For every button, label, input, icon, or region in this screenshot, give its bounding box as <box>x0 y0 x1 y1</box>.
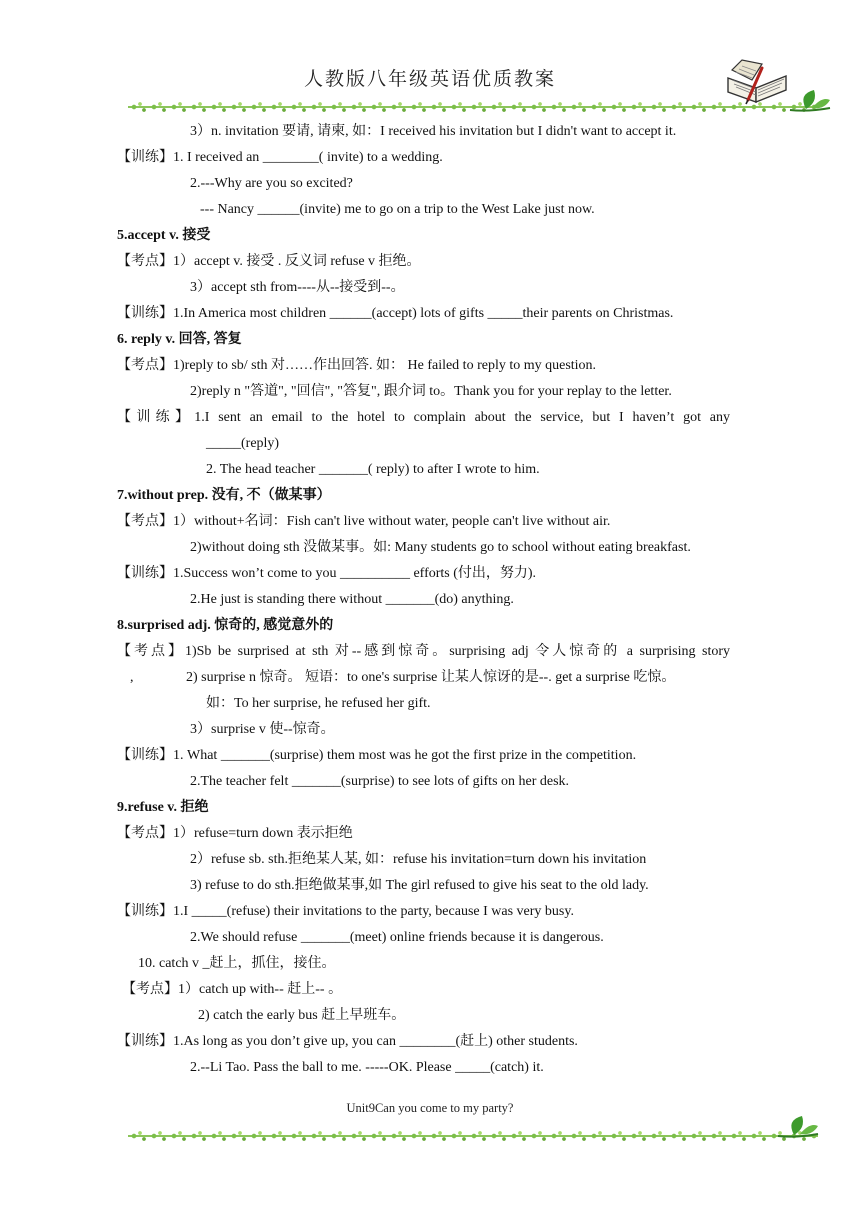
text-line: 2.He just is standing there without _______(do) anything. <box>190 592 514 607</box>
text-line: 【考点】1）accept v. 接受 . 反义词 refuse v 拒绝。 <box>117 254 421 269</box>
text-line: 【训练】1.As long as you don’t give up, you can ________(赶上) other students. <box>117 1034 578 1049</box>
text-line: 【训练】1.In America most children ______(accept) lots of gifts _____their parents on Christmas. <box>117 306 674 321</box>
text-line: 【考点】1)Sb be surprised at sth 对--感到惊奇。surprising adj 令人惊奇的 a surprising story <box>117 644 730 659</box>
text-line: --- Nancy ______(invite) me to go on a trip to the West Lake just now. <box>200 202 595 217</box>
section-heading: 7.without prep. 没有, 不（做某事） <box>117 488 331 503</box>
page-header-title: 人教版八年级英语优质教案 <box>303 68 556 90</box>
leaf-sprout-icon <box>776 1114 820 1140</box>
text-line: 【考点】1）catch up with-- 赶上-- 。 <box>122 982 343 997</box>
text-line: 2) catch the early bus 赶上早班车。 <box>198 1008 406 1023</box>
header-vine-divider <box>128 98 818 116</box>
page-footer: Unit9Can you come to my party? <box>346 1101 514 1115</box>
text-line: , <box>130 670 134 685</box>
footer-vine-divider <box>128 1127 818 1145</box>
text-line: 【训练】1. What _______(surprise) them most was he got the first prize in the competition. <box>117 748 637 763</box>
text-line: 【训练】1. I received an ________( invite) to a wedding. <box>117 150 443 165</box>
leaf-sprout-icon <box>788 88 832 114</box>
text-line: 【考点】1）without+名词：Fish can't live without water, people can't live without air. <box>117 514 611 529</box>
text-line: 2.--Li Tao. Pass the ball to me. -----OK. Please _____(catch) it. <box>190 1060 544 1075</box>
text-line: 如：To her surprise, he refused her gift. <box>206 696 431 711</box>
text-line: 3）n. invitation 要请, 请柬, 如：I received his invitation but I didn't want to accept it. <box>190 124 677 139</box>
text-line: 3) refuse to do sth.拒绝做某事,如 The girl refused to give his seat to the old lady. <box>190 878 649 893</box>
section-heading: 6. reply v. 回答, 答复 <box>117 332 242 347</box>
text-line: 2)without doing sth 没做某事。如: Many students go to school without eating breakfast. <box>190 540 691 555</box>
text-line: 10. catch v _赶上，抓住，接住。 <box>138 956 336 971</box>
text-line: 2.---Why are you so excited? <box>190 176 353 191</box>
text-line: 2) surprise n 惊奇。 短语：to one's surprise 让某人惊讶的是--. get a surprise 吃惊。 <box>186 670 676 685</box>
text-line: 【考点】1)reply to sb/ sth 对……作出回答. 如： He failed to reply to my question. <box>117 358 597 373</box>
section-heading: 9.refuse v. 拒绝 <box>117 800 209 815</box>
text-line: _____(reply) <box>206 436 280 451</box>
text-line: 2. The head teacher _______( reply) to after I wrote to him. <box>206 462 540 477</box>
text-line: 【训练】1.I _____(refuse) their invitations to the party, because I was very busy. <box>117 904 574 919</box>
text-line: 3）accept sth from----从--接受到--。 <box>190 280 405 295</box>
text-line: 【考点】1）refuse=turn down 表示拒绝 <box>117 826 353 841</box>
text-line: 2)reply n "答道", "回信", "答复", 跟介词 to。Thank you for your replay to the letter. <box>190 384 672 399</box>
text-line: 3）surprise v 使--惊奇。 <box>190 722 335 737</box>
text-line: 2.We should refuse _______(meet) online friends because it is dangerous. <box>190 930 604 945</box>
text-line: 【训练】1.Success won’t come to you __________ efforts (付出，努力). <box>117 566 537 581</box>
text-line: 2.The teacher felt _______(surprise) to see lots of gifts on her desk. <box>190 774 570 789</box>
text-line: 2）refuse sb. sth.拒绝某人某, 如：refuse his invitation=turn down his invitation <box>190 852 647 867</box>
text-line: 【训练】1.I sent an email to the hotel to complain about the service, but I haven’t got any <box>117 410 730 425</box>
section-heading: 5.accept v. 接受 <box>117 228 211 243</box>
section-heading: 8.surprised adj. 惊奇的, 感觉意外的 <box>117 618 334 633</box>
